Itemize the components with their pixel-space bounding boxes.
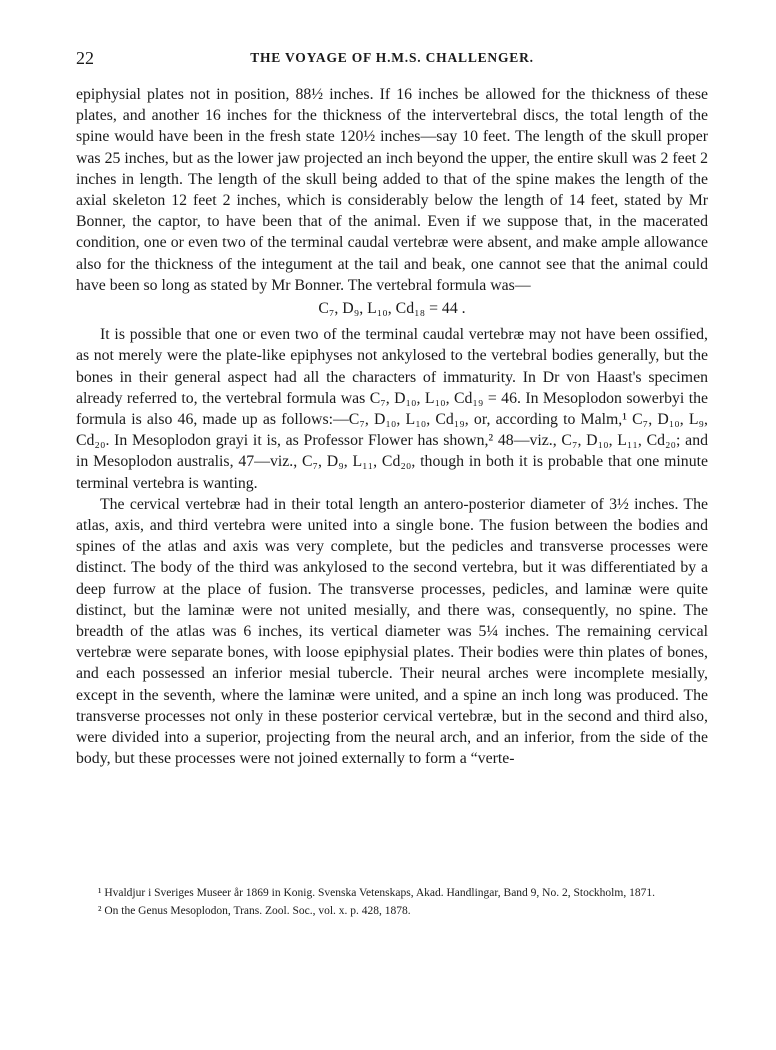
footnotes [76,886,708,921]
page-number: 22 [76,48,94,68]
paragraph-cervical-vertebrae: The cervical vertebræ had in their total length an antero-posterior diameter of 3½ inches. The atlas, axis, and third vertebra were united into a single bone. The fusion between the bodies and spines of the atlas and axis was very complete, but the pedicles and transverse processes were distinct. The body of the third was ankylosed to the second vertebra, but it was differentiated by a deep furrow at the place of fusion. The transverse processes, pedicles, and laminæ were quite distinct, but the laminæ were not united mesially, and there was, consequently, no spine. The breadth of the atlas was 6 inches, its vertical diameter was 5¼ inches. The remaining cervical vertebræ were separate bones, with loose epiphysial plates. Their bodies were thin plates of bones, and each possessed an inferior mesial tubercle. Their neural arches were incomplete mesially, except in the seventh, where the laminæ were united, and a spine an inch long was produced. The transverse processes not only in these posterior cervical vertebræ, but in the second and third also, were divided into a superior, projecting from the neural arch, and an inferior, from the side of the body, but these processes were not joined externally to form a “verte- [76,495,708,768]
body-text [76,84,708,770]
vertebral-formula: C₇, D₉, L₁₀, Cd₁₈ = 44 . [318,300,466,318]
running-title: THE VOYAGE OF H.M.S. CHALLENGER. [250,50,534,65]
paragraph-continued: epiphysial plates not in position, 88½ inches. If 16 inches be allowed for the thickness of these plates, and another 16 inches for the thickness of the intervertebral discs, the total length of the spine would have been in the fresh state 120½ inches—say 10 feet. The length of the skull proper was 25 inches, but as the lower jaw projected an inch beyond the upper, the entire skull was 2 feet 2 inches in length. The length of the skull being added to that of the spine makes the length of the axial skeleton 12 feet 2 inches, which is considerably below the length of 14 feet, stated by Mr Bonner, the captor, to have been that of the animal. Even if we suppose that, in the macerated condition, one or even two of the terminal caudal vertebræ were absent, and make ample allowance also for the thickness of the integument at the tail and beak, one cannot see that the animal could have been so long as stated by Mr Bonner. The vertebral formula was— [76,86,708,294]
paragraph-ossification: It is possible that one or even two of the terminal caudal vertebræ may not have been ossified, as not merely were the plate-like epiphyses not ankylosed to the vertebral bodies generally, but the bones in their general aspect had all the characters of immaturity. In Dr von Haast's specimen already referred to, the vertebral formula was C₇, D₁₀, L₁₀, Cd₁₉ = 46. In Mesoplodon sowerbyi the formula is also 46, made up as follows:—C₇, D₁₀, L₁₀, Cd₁₉, or, according to Malm,¹ C₇, D₁₀, L₉, Cd₂₀. In Mesoplodon grayi it is, as Professor Flower has shown,² 48—viz., C₇, D₁₀, L₁₁, Cd₂₀; and in Mesoplodon australis, 47—viz., C₇, D₉, L₁₁, Cd₂₀, though in both it is probable that one minute terminal vertebra is wanting. [76,326,708,492]
footnote-2: ² On the Genus Mesoplodon, Trans. Zool. Soc., vol. x. p. 428, 1878. [98,904,411,917]
page-header [76,48,708,72]
footnote-1: ¹ Hvaldjur i Sveriges Museer år 1869 in Konig. Svenska Vetenskaps, Akad. Handlingar, Band 9, No. 2, Stockholm, 1871. [98,887,655,899]
